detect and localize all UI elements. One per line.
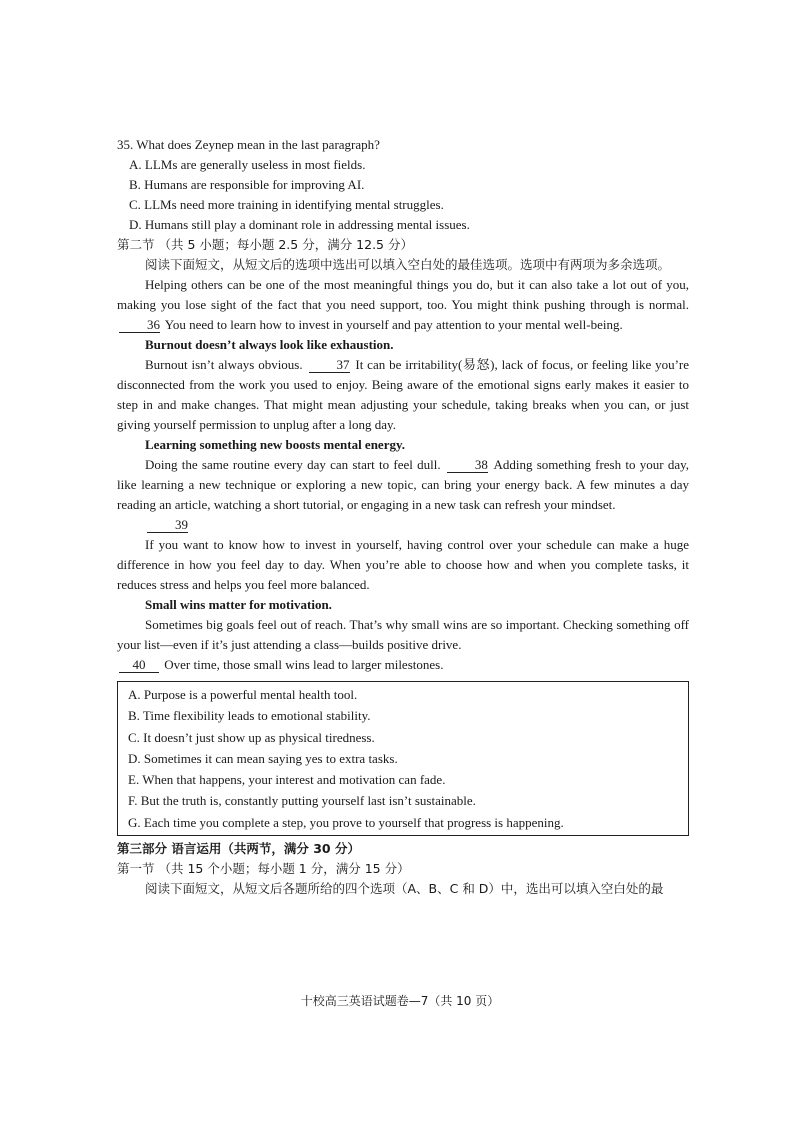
blank-38: 38 [447,457,488,473]
subheading-burnout: Burnout doesn’t always look like exhaustion. [145,337,394,352]
p2-text-a: Burnout isn’t always obvious. [145,357,303,372]
p1-text-a: Helping others can be one of the most meaningful things you do, but it can also take a lot out of you, making you lose sight of the fact that you need support, too. You might think pushing through is normal. [117,277,689,312]
question-35-stem: 35. What does Zeynep mean in the last paragraph? [117,137,380,152]
option-a: A. Purpose is a powerful mental health tool. [128,687,358,702]
part3-heading: 第三部分 语言运用（共两节，满分 30 分） [117,841,360,857]
passage-paragraph-3 [117,455,689,515]
p3-text-b: Adding something fresh to your day, like learning a new technique or exploring a new topic, can bring your energy back. A few minutes a day reading an article, watching a short tutorial, or engaging in a new task can refresh your mindset. [117,457,689,512]
section2-heading: 第二节 （共 5 小题；每小题 2.5 分，满分 12.5 分） [117,237,413,252]
section2-instruction: 阅读下面短文，从短文后的选项中选出可以填入空白处的最佳选项。选项中有两项为多余选项。 [145,257,671,272]
q35-option-d: D. Humans still play a dominant role in addressing mental issues. [129,217,470,232]
option-g: G. Each time you complete a step, you prove to yourself that progress is happening. [128,814,564,830]
p1-text-b: You need to learn how to invest in yourself and pay attention to your mental well-being. [164,317,623,332]
blank-36: 36 [119,317,160,333]
part3-section1-heading: 第一节 （共 15 个小题；每小题 1 分，满分 15 分） [117,861,410,877]
p3-text-a: Doing the same routine every day can start to feel dull. [145,457,441,472]
p5-text-b: Over time, those small wins lead to larger milestones. [164,657,444,672]
passage-paragraph-1 [117,275,689,335]
p2-text-b: It can be irritability(易怒), lack of focus, or feeling like you’re disconnected from the work you used to enjoy. Being aware of the emotional signs early makes it easier to step in and make changes. That might mean adjusting your schedule, taking breaks when you can, or just giving yourself permission to unplug after a long day. [117,357,690,432]
options-box [117,681,689,836]
passage-paragraph-5-end [117,655,689,675]
q35-option-a: A. LLMs are generally useless in most fields. [129,157,366,172]
subheading-learning: Learning something new boosts mental energy. [145,437,405,452]
passage-blank-39-line [117,515,689,535]
option-e: E. When that happens, your interest and motivation can fade. [128,772,446,788]
passage-paragraph-2 [117,355,689,435]
q35-option-b: B. Humans are responsible for improving AI. [129,177,365,192]
subheading-small-wins: Small wins matter for motivation. [145,597,332,612]
q35-option-c: C. LLMs need more training in identifying mental struggles. [129,197,444,212]
page-footer: 十校高三英语试题卷—7（共 10 页） [300,994,500,1008]
blank-39: 39 [147,517,188,533]
part3-instruction: 阅读下面短文，从短文后各题所给的四个选项（A、B、C 和 D）中，选出可以填入空白处的最 [145,881,664,897]
blank-40: 40 [119,657,159,673]
option-d: D. Sometimes it can mean saying yes to extra tasks. [128,750,398,766]
blank-37: 37 [309,357,350,373]
passage-paragraph-4: If you want to know how to invest in yourself, having control over your schedule can make a huge difference in how you feel day to day. When you’re able to choose how and when you complete tasks, it reduces stress and helps you feel more balanced. [117,537,689,592]
option-b: B. Time flexibility leads to emotional stability. [128,708,371,724]
option-f: F. But the truth is, constantly putting yourself last isn’t sustainable. [128,793,476,809]
exam-page [117,135,689,899]
passage-paragraph-5: Sometimes big goals feel out of reach. That’s why small wins are so important. Checking something off your list—even if it’s just attending a class—builds positive drive. [117,617,689,652]
option-c: C. It doesn’t just show up as physical tiredness. [128,729,375,745]
